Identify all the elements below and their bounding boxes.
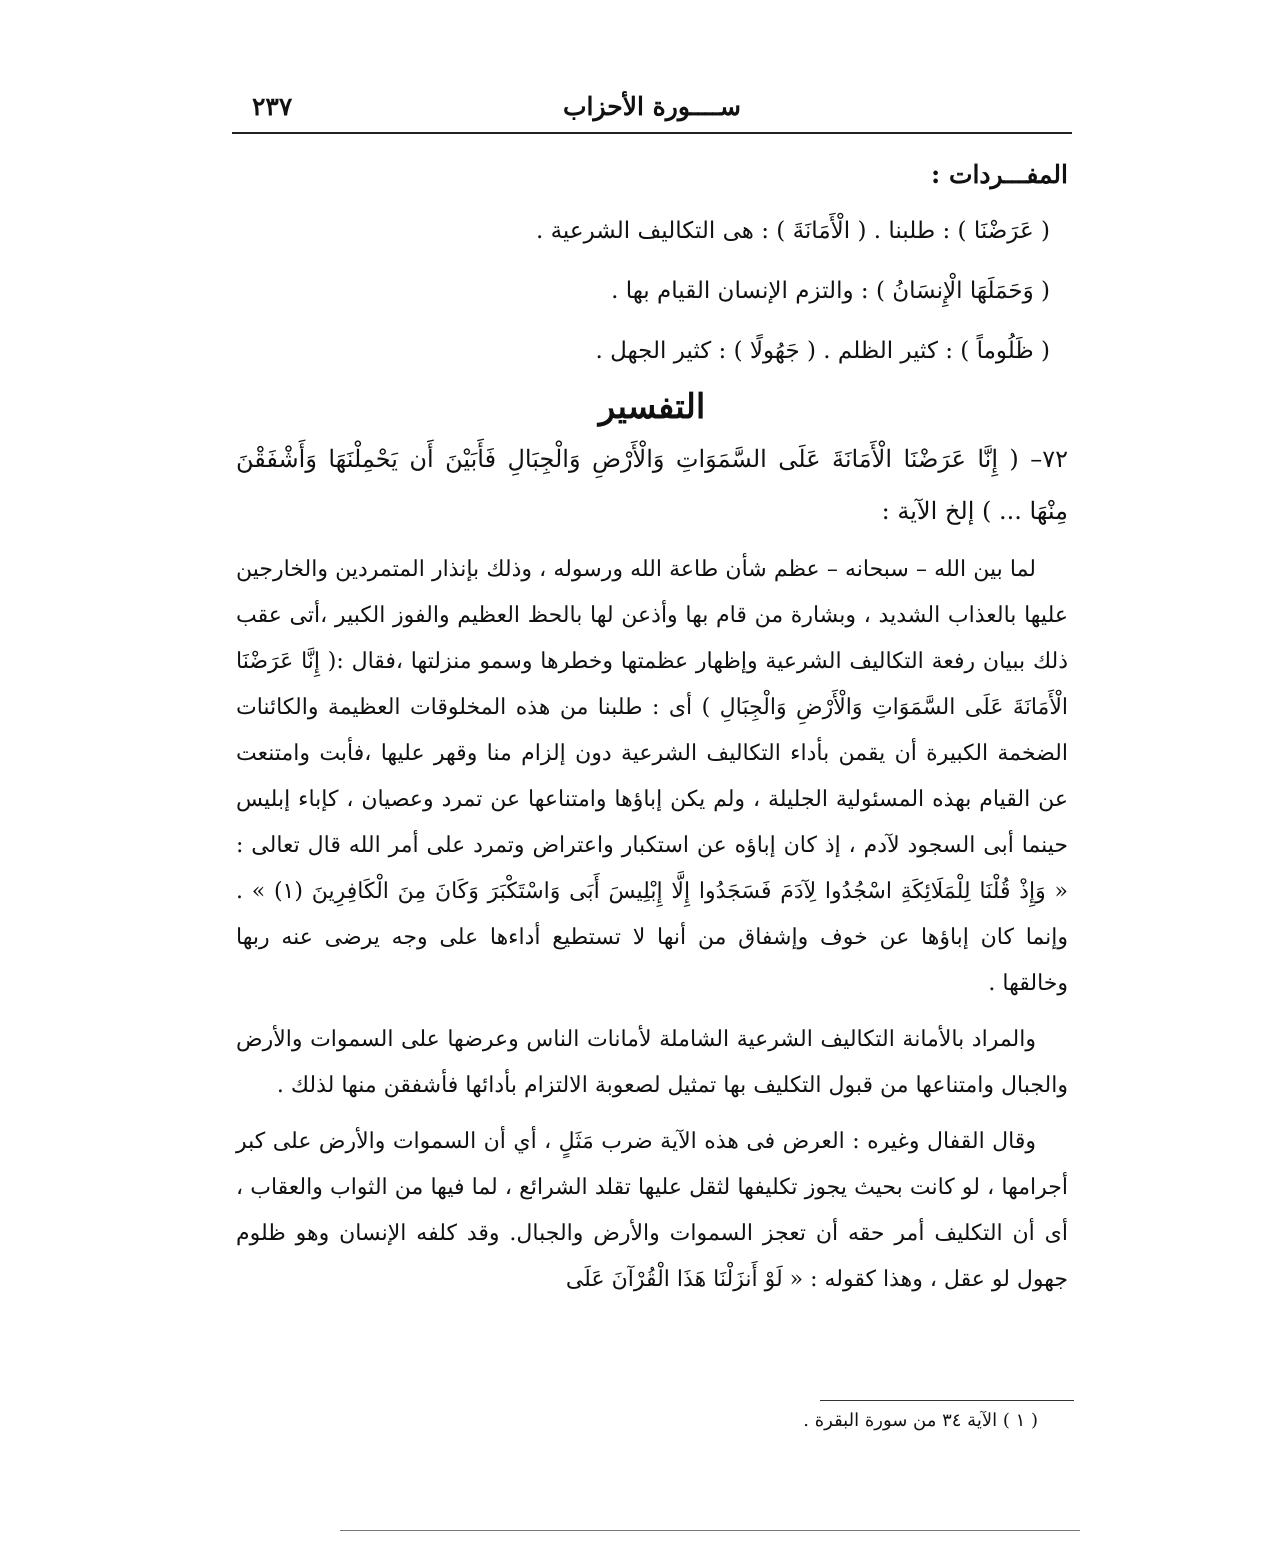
surah-title: ســــورة الأحزاب	[563, 92, 741, 121]
vocabulary-line: ( وَحَمَلَهَا الْإِنسَانُ ) : والتزم الإنسان القيام بها .	[611, 278, 1050, 304]
page-header	[232, 92, 1072, 128]
vocabulary-line: ( ظَلُوماً ) : كثير الظلم . ( جَهُولًا ) : كثير الجهل .	[595, 338, 1050, 364]
bottom-rule	[340, 1530, 1080, 1531]
tafsir-paragraph: وقال القفال وغيره : العرض فى هذه الآية ضرب مَثَلٍ ، أي أن السموات والأرض على كبر أجرامها ، لو كانت بحيث يجوز تكليفها لثقل عليها تقلد الشرائع ، لما فيها من الثواب والعقاب ، أى أن التكليف أمر حقه أن تعجز السموات والأرض والجبال. وقد كلفه الإنسان وهو ظلوم جهول لو عقل ، وهذا كقوله : « لَوْ أَنزَلْنَا هَذَا الْقُرْآنَ عَلَى	[236, 1129, 1068, 1292]
page-number: ٢٣٧	[252, 92, 293, 121]
tafsir-paragraph: لما بين الله – سبحانه – عظم شأن طاعة الله ورسوله ، وذلك بإنذار المتمردين والخارجين عليها بالعذاب الشديد ، وبشارة من قام بها وأذعن لها بالحظ العظيم والفوز الكبير ،أتى عقب ذلك ببيان رفعة التكاليف الشرعية وإظهار عظمتها وخطرها وسمو منزلتها ،فقال :( إِنَّا عَرَضْنَا الْأَمَانَةَ عَلَى السَّمَوَاتِ وَالْأَرْضِ وَالْجِبَالِ ) أى : طلبنا من هذه المخلوقات العظيمة والكائنات الضخمة الكبيرة أن يقمن بأداء التكاليف الشرعية دون إلزام منا وقهر عليها ،فأبت وامتنعت عن القيام بهذه المسئولية الجليلة ، ولم يكن إباؤها وامتناعها عن تمرد وعصيان ، كإباء إبليس حينما أبى السجود لآدم ، إذ كان إباؤه عن استكبار واعتراض وتمرد على أمر الله قال تعالى : « وَإِذْ قُلْنَا لِلْمَلَائِكَةِ اسْجُدُوا لِآدَمَ فَسَجَدُوا إِلَّا إِبْلِيسَ أَبَى وَاسْتَكْبَرَ وَكَانَ مِنَ الْكَافِرِينَ (١) » . وإنما كان إباؤها عن خوف وإشفاق من أنها لا تستطيع أداءها على وجه يرضى عنه ربها وخالقها .	[236, 557, 1068, 996]
page-body	[236, 150, 1068, 1303]
header-rule	[232, 132, 1072, 134]
footnote-rule	[820, 1400, 1074, 1401]
vocabulary-line: ( عَرَضْنَا ) : طلبنا . ( الْأَمَانَةَ ) : هى التكاليف الشرعية .	[535, 218, 1050, 244]
footnote: ( ١ ) الآية ٣٤ من سورة البقرة .	[803, 1410, 1038, 1431]
verse-heading: ٧٢– ( إِنَّا عَرَضْنَا الْأَمَانَةَ عَلَى السَّمَوَاتِ وَالْأَرْضِ وَالْجِبَالِ فَأَبَيْنَ أَن يَحْمِلْنَهَا وَأَشْفَقْنَ مِنْهَا ... ) إلخ الآية :	[236, 445, 1068, 525]
tafsir-title: التفسير	[598, 387, 706, 427]
tafsir-paragraph: والمراد بالأمانة التكاليف الشرعية الشاملة لأمانات الناس وعرضها على السموات والأرض والجبال وامتناعها من قبول التكليف بها تمثيل لصعوبة الالتزام بأدائها فأشفقن منها لذلك .	[236, 1027, 1068, 1098]
vocabulary-heading: المفـــردات :	[931, 160, 1068, 189]
